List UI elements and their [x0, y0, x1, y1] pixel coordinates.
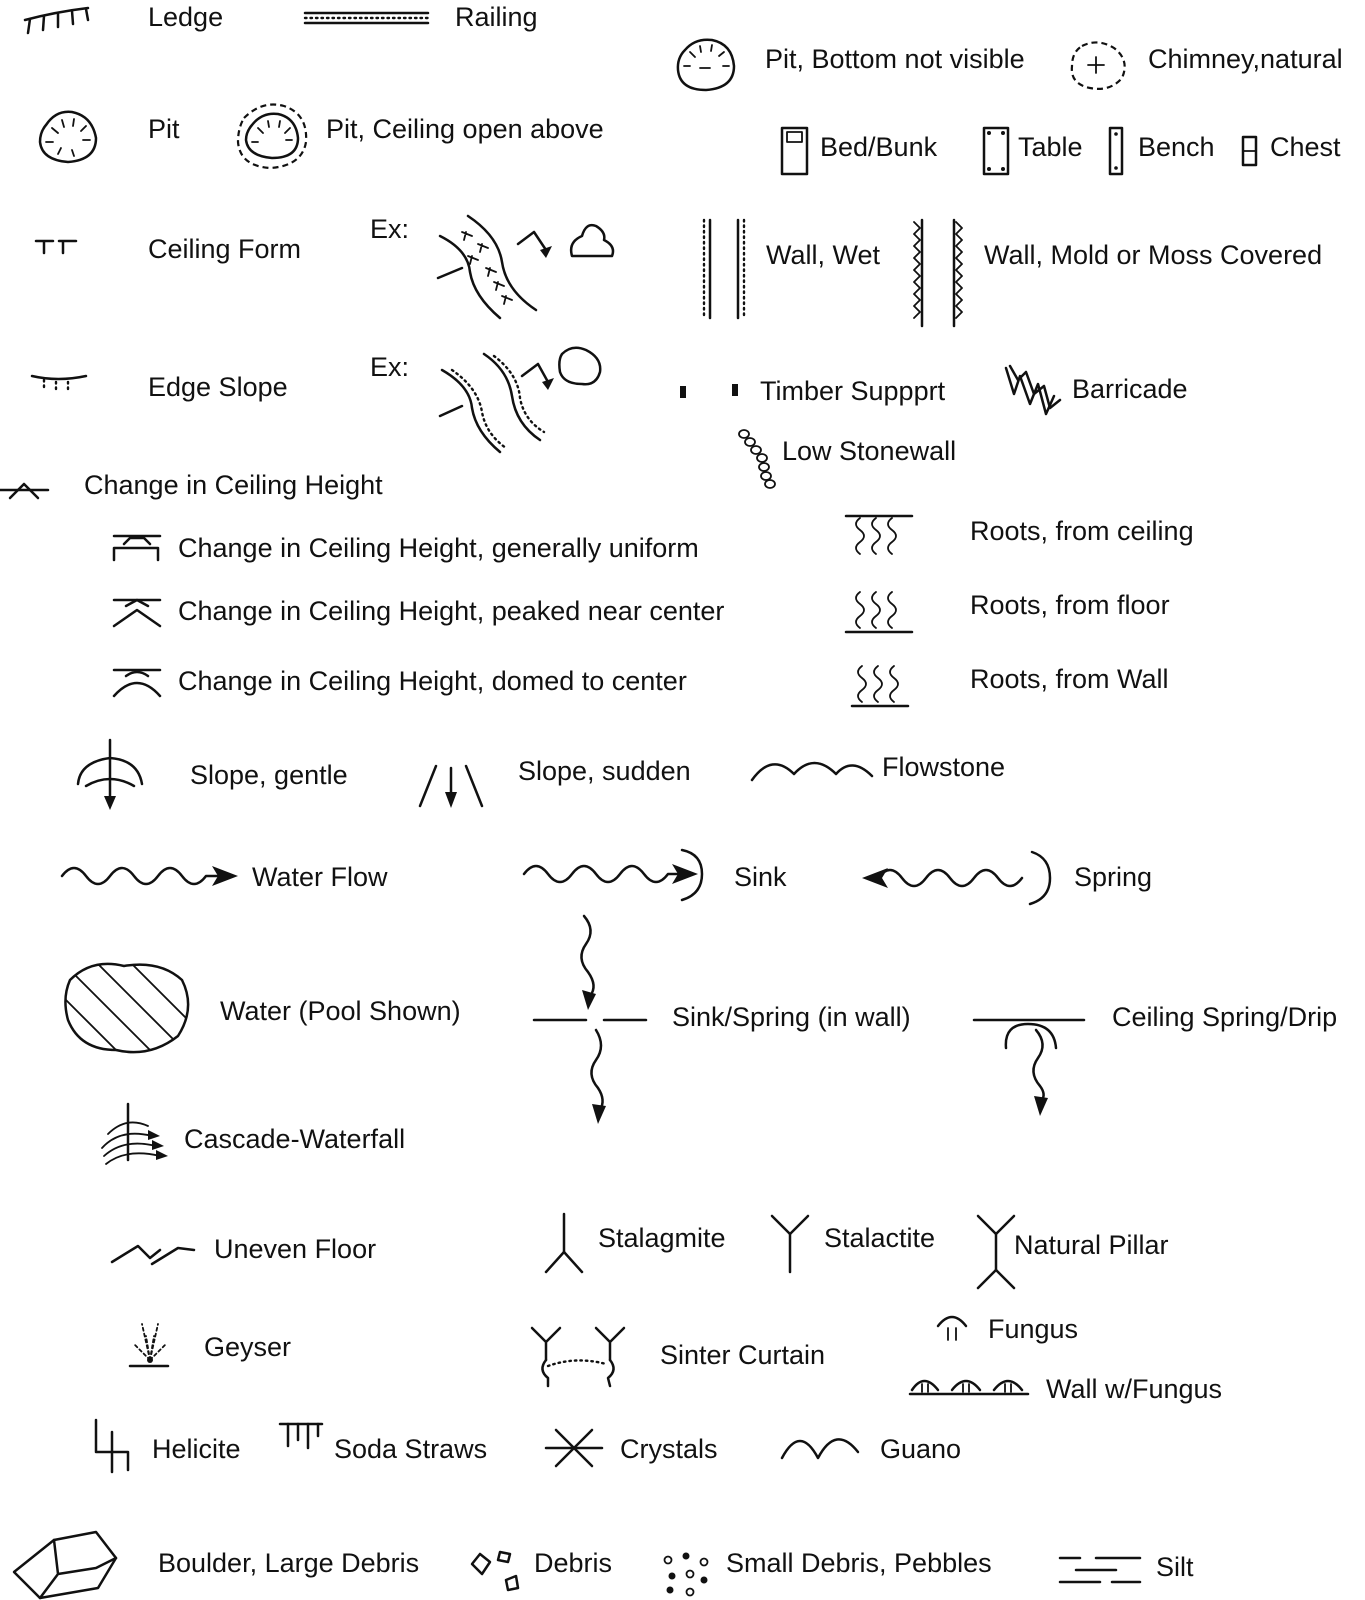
ledge-label: Ledge	[148, 2, 224, 32]
stalactite-label: Stalactite	[824, 1223, 936, 1253]
pit-label: Pit	[148, 114, 180, 144]
barricade-symbol	[1006, 366, 1060, 414]
guano-symbol	[782, 1439, 858, 1458]
table-label: Table	[1018, 132, 1083, 162]
sinter-curtain-label: Sinter Curtain	[660, 1340, 826, 1370]
geyser-label: Geyser	[204, 1332, 292, 1362]
spring-label: Spring	[1074, 862, 1153, 892]
water-flow-symbol	[62, 866, 238, 886]
natural-pillar-label: Natural Pillar	[1014, 1230, 1169, 1260]
flowstone-symbol	[752, 763, 872, 780]
roots-floor-symbol	[846, 592, 912, 632]
natural-pillar-symbol	[978, 1216, 1014, 1288]
small-debris-symbol	[665, 1553, 708, 1596]
bench-symbol	[1110, 128, 1122, 174]
fungus-symbol	[938, 1317, 966, 1340]
water-pool-symbol	[34, 936, 238, 1068]
change-ceiling-domed-symbol	[114, 670, 160, 696]
small-debris-label: Small Debris, Pebbles	[726, 1548, 992, 1578]
wall-fungus-label: Wall w/Fungus	[1046, 1374, 1223, 1404]
ceiling-form-example-drawing	[438, 216, 613, 318]
railing-symbol	[305, 13, 428, 23]
stalactite-symbol	[772, 1216, 808, 1272]
pit-bottom-not-visible-label: Pit, Bottom not visible	[765, 44, 1025, 74]
stalagmite-symbol	[546, 1214, 582, 1272]
edge-slope-example-drawing	[440, 348, 600, 452]
debris-label: Debris	[534, 1548, 613, 1578]
cascade-label: Cascade-Waterfall	[184, 1124, 406, 1154]
sink-symbol	[524, 850, 702, 900]
water-flow-label: Water Flow	[252, 862, 388, 892]
flowstone-label: Flowstone	[882, 752, 1006, 782]
chest-label: Chest	[1270, 132, 1341, 162]
pit-ceiling-open-label: Pit, Ceiling open above	[326, 114, 604, 144]
wall-fungus-symbol	[910, 1381, 1028, 1394]
ceiling-form-label: Ceiling Form	[148, 234, 302, 264]
roots-ceiling-symbol	[846, 516, 912, 554]
boulder-symbol	[14, 1532, 116, 1598]
geyser-symbol	[130, 1324, 168, 1366]
crystals-label: Crystals	[620, 1434, 718, 1464]
soda-straws-symbol	[280, 1424, 322, 1448]
change-ceiling-symbol	[0, 484, 48, 498]
roots-ceiling-label: Roots, from ceiling	[970, 516, 1194, 546]
slope-sudden-symbol	[420, 766, 482, 808]
example-2-label: Ex:	[370, 352, 410, 382]
cascade-symbol	[102, 1104, 168, 1164]
silt-label: Silt	[1156, 1552, 1194, 1582]
low-stonewall-label: Low Stonewall	[782, 436, 957, 466]
sinter-curtain-symbol	[532, 1328, 624, 1386]
slope-gentle-label: Slope, gentle	[190, 760, 348, 790]
change-ceiling-peaked-label: Change in Ceiling Height, peaked near center	[178, 596, 725, 626]
bed-bunk-symbol	[782, 128, 807, 174]
timber-support-symbol	[680, 384, 738, 398]
helicite-label: Helicite	[152, 1434, 241, 1464]
fungus-label: Fungus	[988, 1314, 1079, 1344]
debris-symbol	[472, 1552, 518, 1590]
timber-support-label: Timber Suppprt	[760, 376, 946, 406]
railing-label: Railing	[455, 2, 538, 32]
water-pool-label: Water (Pool Shown)	[220, 996, 461, 1026]
wall-mold-label: Wall, Mold or Moss Covered	[984, 240, 1323, 270]
pit-bottom-not-visible-symbol	[678, 40, 734, 90]
barricade-label: Barricade	[1072, 374, 1188, 404]
boulder-label: Boulder, Large Debris	[158, 1548, 420, 1578]
sink-spring-wall-symbol	[534, 916, 646, 1124]
change-ceiling-peaked-symbol	[114, 600, 160, 626]
edge-slope-label: Edge Slope	[148, 372, 288, 402]
uneven-floor-symbol	[112, 1246, 194, 1264]
change-ceiling-label: Change in Ceiling Height	[84, 470, 383, 500]
wall-wet-symbol	[704, 220, 744, 318]
sink-spring-wall-label: Sink/Spring (in wall)	[672, 1002, 911, 1032]
chimney-natural-symbol	[1072, 42, 1125, 88]
change-ceiling-domed-label: Change in Ceiling Height, domed to center	[178, 666, 687, 696]
ceiling-form-symbol	[36, 241, 76, 253]
roots-wall-label: Roots, from Wall	[970, 664, 1169, 694]
table-symbol	[984, 128, 1008, 174]
silt-symbol	[1060, 1558, 1140, 1582]
wall-wet-label: Wall, Wet	[766, 240, 881, 270]
sink-label: Sink	[734, 862, 787, 892]
edge-slope-symbol	[32, 376, 86, 392]
pit-ceiling-open-symbol	[238, 105, 306, 169]
guano-label: Guano	[880, 1434, 962, 1464]
slope-sudden-label: Slope, sudden	[518, 756, 691, 786]
bed-bunk-label: Bed/Bunk	[820, 132, 938, 162]
stalagmite-label: Stalagmite	[598, 1223, 726, 1253]
chimney-natural-label: Chimney,natural	[1148, 44, 1343, 74]
chest-symbol	[1243, 137, 1256, 165]
change-ceiling-uniform-symbol	[114, 536, 160, 560]
ceiling-spring-label: Ceiling Spring/Drip	[1112, 1002, 1338, 1032]
change-ceiling-uniform-label: Change in Ceiling Height, generally uniform	[178, 533, 699, 563]
spring-symbol	[862, 852, 1050, 904]
soda-straws-label: Soda Straws	[334, 1434, 488, 1464]
roots-wall-symbol	[852, 666, 908, 706]
example-1-label: Ex:	[370, 214, 410, 244]
wall-mold-symbol	[914, 220, 962, 326]
pit-symbol	[40, 112, 96, 162]
low-stonewall-symbol	[739, 430, 775, 488]
uneven-floor-label: Uneven Floor	[214, 1234, 377, 1264]
ledge-symbol	[25, 8, 88, 33]
ceiling-spring-symbol	[974, 1020, 1084, 1116]
roots-floor-label: Roots, from floor	[970, 590, 1170, 620]
helicite-symbol	[96, 1420, 128, 1472]
crystals-symbol	[546, 1430, 602, 1466]
slope-gentle-symbol	[78, 740, 142, 810]
bench-label: Bench	[1138, 132, 1215, 162]
